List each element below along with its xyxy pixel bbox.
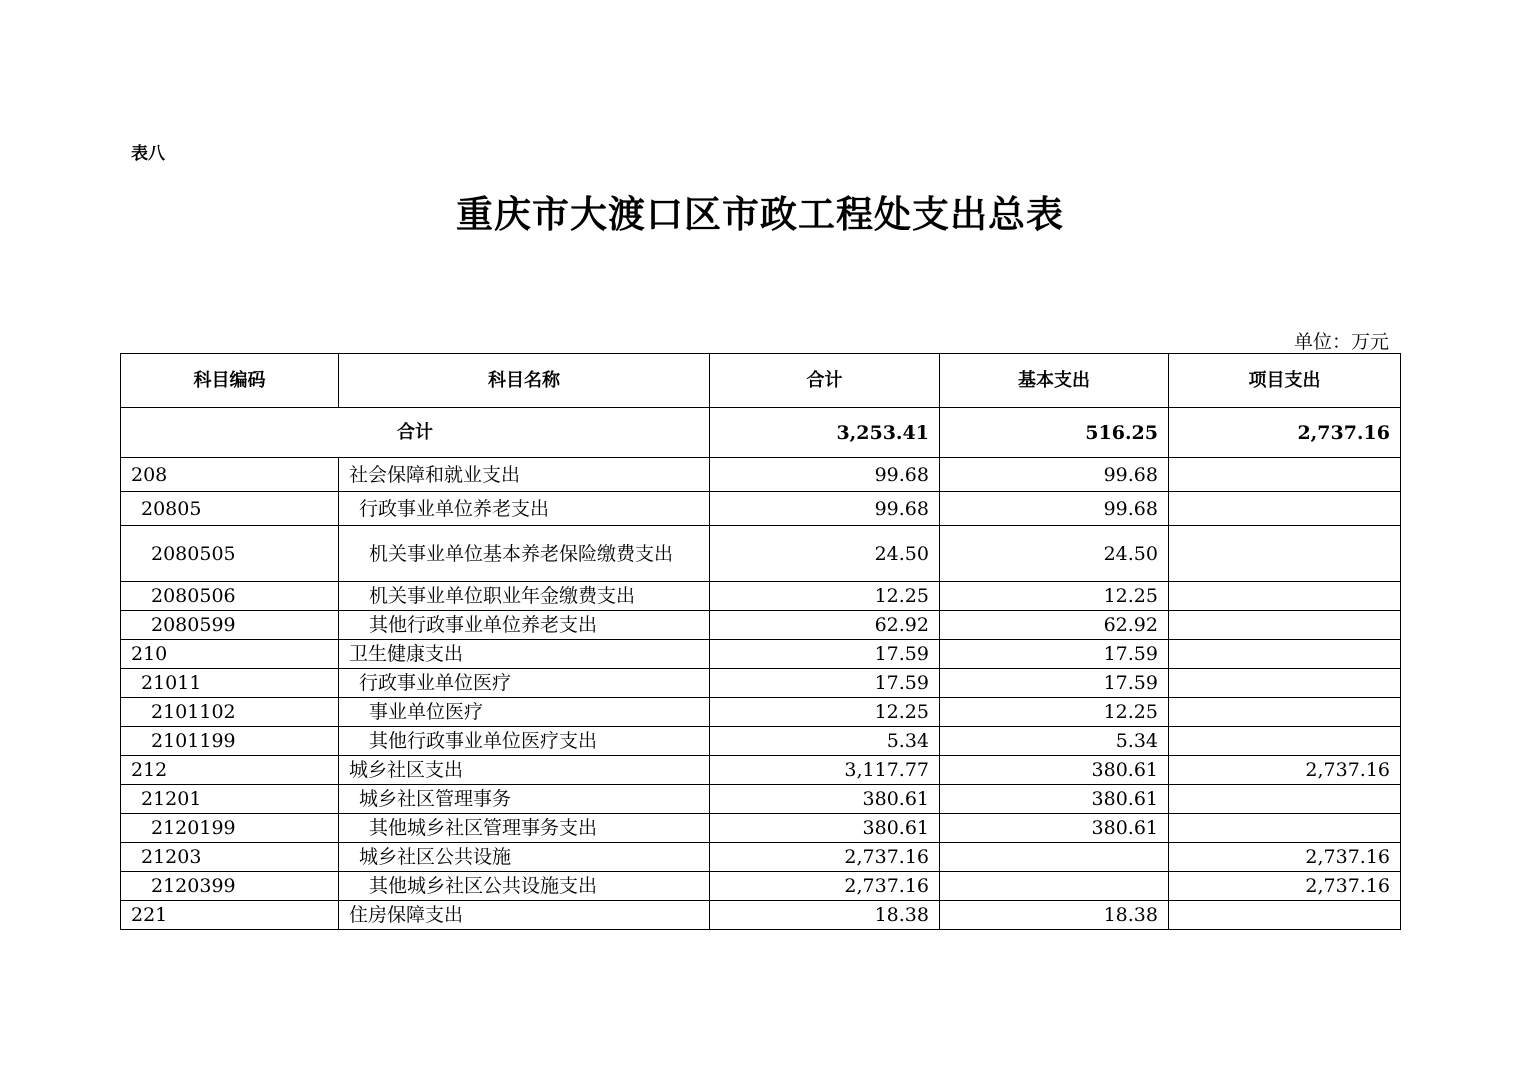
row-total: 62.92 <box>710 611 940 640</box>
row-code: 208 <box>121 458 339 492</box>
row-name: 卫生健康支出 <box>339 640 710 669</box>
row-name: 城乡社区管理事务 <box>339 785 710 814</box>
row-project <box>1169 785 1401 814</box>
row-code: 210 <box>121 640 339 669</box>
row-name: 其他行政事业单位养老支出 <box>339 611 710 640</box>
total-basic: 516.25 <box>940 408 1169 458</box>
table-row <box>121 756 1401 785</box>
total-row <box>121 408 1401 458</box>
row-total: 2,737.16 <box>710 872 940 901</box>
row-basic: 17.59 <box>940 640 1169 669</box>
table-row <box>121 611 1401 640</box>
table-row <box>121 492 1401 526</box>
row-basic: 99.68 <box>940 492 1169 526</box>
row-total: 99.68 <box>710 492 940 526</box>
table-row <box>121 727 1401 756</box>
row-basic: 99.68 <box>940 458 1169 492</box>
column-header-project: 项目支出 <box>1169 354 1401 408</box>
row-code: 2101102 <box>121 698 339 727</box>
row-total: 5.34 <box>710 727 940 756</box>
row-total: 2,737.16 <box>710 843 940 872</box>
table-row <box>121 901 1401 930</box>
row-basic: 380.61 <box>940 756 1169 785</box>
row-name: 社会保障和就业支出 <box>339 458 710 492</box>
table-row <box>121 669 1401 698</box>
row-total: 3,117.77 <box>710 756 940 785</box>
total-project: 2,737.16 <box>1169 408 1401 458</box>
row-code: 2080506 <box>121 582 339 611</box>
column-header-basic: 基本支出 <box>940 354 1169 408</box>
row-name: 城乡社区支出 <box>339 756 710 785</box>
row-basic: 12.25 <box>940 582 1169 611</box>
expense-table <box>120 353 1401 930</box>
table-row <box>121 640 1401 669</box>
row-project: 2,737.16 <box>1169 843 1401 872</box>
row-basic: 24.50 <box>940 526 1169 582</box>
row-name: 其他城乡社区公共设施支出 <box>339 872 710 901</box>
row-basic: 12.25 <box>940 698 1169 727</box>
row-code: 2080505 <box>121 526 339 582</box>
row-total: 99.68 <box>710 458 940 492</box>
row-code: 21203 <box>121 843 339 872</box>
row-basic: 17.59 <box>940 669 1169 698</box>
row-name: 住房保障支出 <box>339 901 710 930</box>
table-row <box>121 814 1401 843</box>
column-header-total: 合计 <box>710 354 940 408</box>
row-total: 12.25 <box>710 582 940 611</box>
row-project: 2,737.16 <box>1169 756 1401 785</box>
row-name: 事业单位医疗 <box>339 698 710 727</box>
row-total: 380.61 <box>710 814 940 843</box>
row-project <box>1169 582 1401 611</box>
table-row <box>121 843 1401 872</box>
row-project <box>1169 669 1401 698</box>
row-name: 行政事业单位医疗 <box>339 669 710 698</box>
table-header-row <box>121 354 1401 408</box>
row-name: 其他城乡社区管理事务支出 <box>339 814 710 843</box>
row-basic: 380.61 <box>940 785 1169 814</box>
total-label: 合计 <box>121 408 710 458</box>
row-code: 21201 <box>121 785 339 814</box>
row-total: 17.59 <box>710 640 940 669</box>
row-project: 2,737.16 <box>1169 872 1401 901</box>
table-row <box>121 458 1401 492</box>
row-project <box>1169 814 1401 843</box>
row-total: 24.50 <box>710 526 940 582</box>
row-code: 21011 <box>121 669 339 698</box>
row-code: 221 <box>121 901 339 930</box>
table-label: 表八 <box>131 144 165 164</box>
row-project <box>1169 492 1401 526</box>
row-project <box>1169 727 1401 756</box>
row-project <box>1169 901 1401 930</box>
row-total: 380.61 <box>710 785 940 814</box>
row-name: 城乡社区公共设施 <box>339 843 710 872</box>
row-basic: 62.92 <box>940 611 1169 640</box>
row-basic <box>940 843 1169 872</box>
page-title: 重庆市大渡口区市政工程处支出总表 <box>456 192 1064 236</box>
row-project <box>1169 698 1401 727</box>
row-project <box>1169 458 1401 492</box>
row-code: 2120199 <box>121 814 339 843</box>
row-basic: 5.34 <box>940 727 1169 756</box>
row-total: 18.38 <box>710 901 940 930</box>
row-project <box>1169 611 1401 640</box>
row-basic: 18.38 <box>940 901 1169 930</box>
total-amount: 3,253.41 <box>710 408 940 458</box>
row-code: 2120399 <box>121 872 339 901</box>
row-total: 12.25 <box>710 698 940 727</box>
table-row <box>121 582 1401 611</box>
table-row <box>121 698 1401 727</box>
row-name: 其他行政事业单位医疗支出 <box>339 727 710 756</box>
row-code: 2080599 <box>121 611 339 640</box>
unit-label: 单位：万元 <box>1293 331 1389 353</box>
column-header-name: 科目名称 <box>339 354 710 408</box>
row-project <box>1169 526 1401 582</box>
row-total: 17.59 <box>710 669 940 698</box>
row-basic <box>940 872 1169 901</box>
row-project <box>1169 640 1401 669</box>
row-code: 20805 <box>121 492 339 526</box>
column-header-code: 科目编码 <box>121 354 339 408</box>
row-name: 行政事业单位养老支出 <box>339 492 710 526</box>
row-name: 机关事业单位基本养老保险缴费支出 <box>339 526 710 582</box>
table-row <box>121 526 1401 582</box>
row-name: 机关事业单位职业年金缴费支出 <box>339 582 710 611</box>
row-code: 2101199 <box>121 727 339 756</box>
row-basic: 380.61 <box>940 814 1169 843</box>
table-row <box>121 872 1401 901</box>
row-code: 212 <box>121 756 339 785</box>
table-row <box>121 785 1401 814</box>
